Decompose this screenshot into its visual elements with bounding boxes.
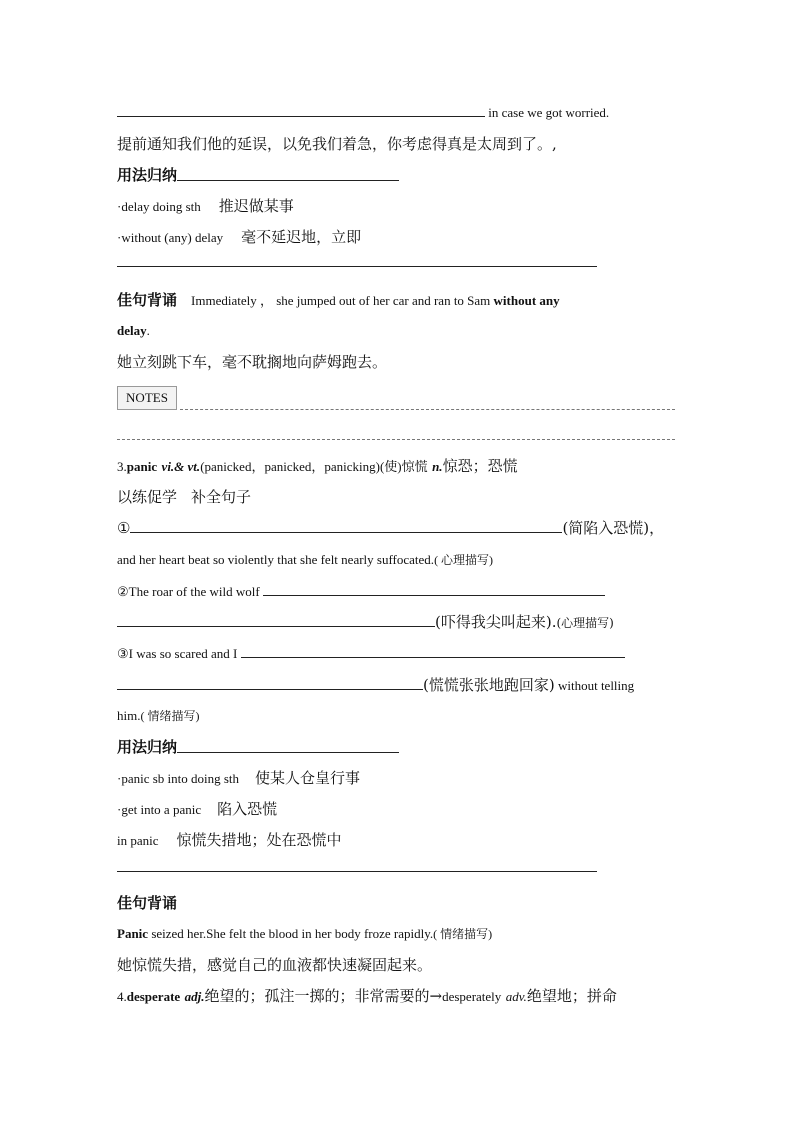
good-sentence-cont: delay. [117, 323, 150, 338]
answer-blank[interactable] [241, 643, 625, 658]
answer-blank[interactable] [130, 518, 562, 533]
heading-rule [177, 744, 399, 753]
usage-item: ·without (any) delay 毫不延迟地，立即 [117, 228, 362, 246]
notes-line[interactable] [180, 409, 675, 410]
exercise-2-cont: (吓得我尖叫起来).(心理描写) [117, 612, 614, 633]
vocab-item-desperate: 4.desperate adj.绝望的；孤注一掷的；非常需要的→desperately adv.绝望地；拼命 [117, 987, 617, 1005]
notes-label: NOTES [117, 386, 177, 410]
good-sentence-label: 佳句背诵 [117, 894, 178, 912]
usage-heading: 用法归纳 [117, 165, 399, 185]
practice-heading: 以练促学 补全句子 [117, 488, 252, 506]
good-sentence: 佳句背诵 Immediately ， she jumped out of her car and ran to Sam without any [117, 291, 560, 309]
answer-blank[interactable] [117, 102, 485, 117]
good-sentence: Panic seized her.She felt the blood in her body froze rapidly.( 情绪描写) [117, 926, 493, 941]
usage-heading: 用法归纳 [117, 737, 399, 757]
usage-item: in panic 惊慌失措地；处在恐慌中 [117, 831, 342, 849]
answer-blank[interactable] [263, 581, 605, 596]
usage-item: ·panic sb into doing sth 使某人仓皇行事 [117, 769, 361, 787]
section-divider [117, 266, 597, 267]
exercise-3-end: him.( 情绪描写) [117, 708, 200, 723]
exercise-2: ②The roar of the wild wolf [117, 581, 605, 602]
exercise-1-cont: and her heart beat so violently that she felt nearly suffocated.( 心理描写) [117, 552, 494, 567]
usage-item: ·get into a panic 陷入恐慌 [117, 800, 278, 818]
exercise-3-cont: (慌慌张张地跑回家) without telling [117, 675, 634, 696]
notes-line[interactable] [117, 439, 675, 440]
delay-example-translation: 提前通知我们他的延误，以免我们着急，你考虑得真是太周到了。, [117, 135, 557, 153]
good-sentence-translation: 她立刻跳下车，毫不耽搁地向萨姆跑去。 [117, 353, 388, 371]
delay-example-tail: in case we got worried. [488, 105, 610, 120]
answer-blank[interactable] [117, 612, 435, 627]
usage-item: ·delay doing sth 推迟做某事 [117, 197, 294, 215]
exercise-3: ③I was so scared and I [117, 643, 625, 664]
vocab-item-panic: 3.panic vi.& vt.(panicked，panicked，panicking)(使)惊慌 n.惊恐；恐慌 [117, 457, 518, 475]
heading-rule [177, 172, 399, 181]
good-sentence-translation: 她惊慌失措，感觉自己的血液都快速凝固起来。 [117, 956, 433, 974]
section-divider [117, 871, 597, 872]
answer-blank[interactable] [117, 675, 423, 690]
exercise-1: ① (简陷入恐慌)， [117, 519, 665, 537]
delay-example-line [117, 102, 609, 123]
